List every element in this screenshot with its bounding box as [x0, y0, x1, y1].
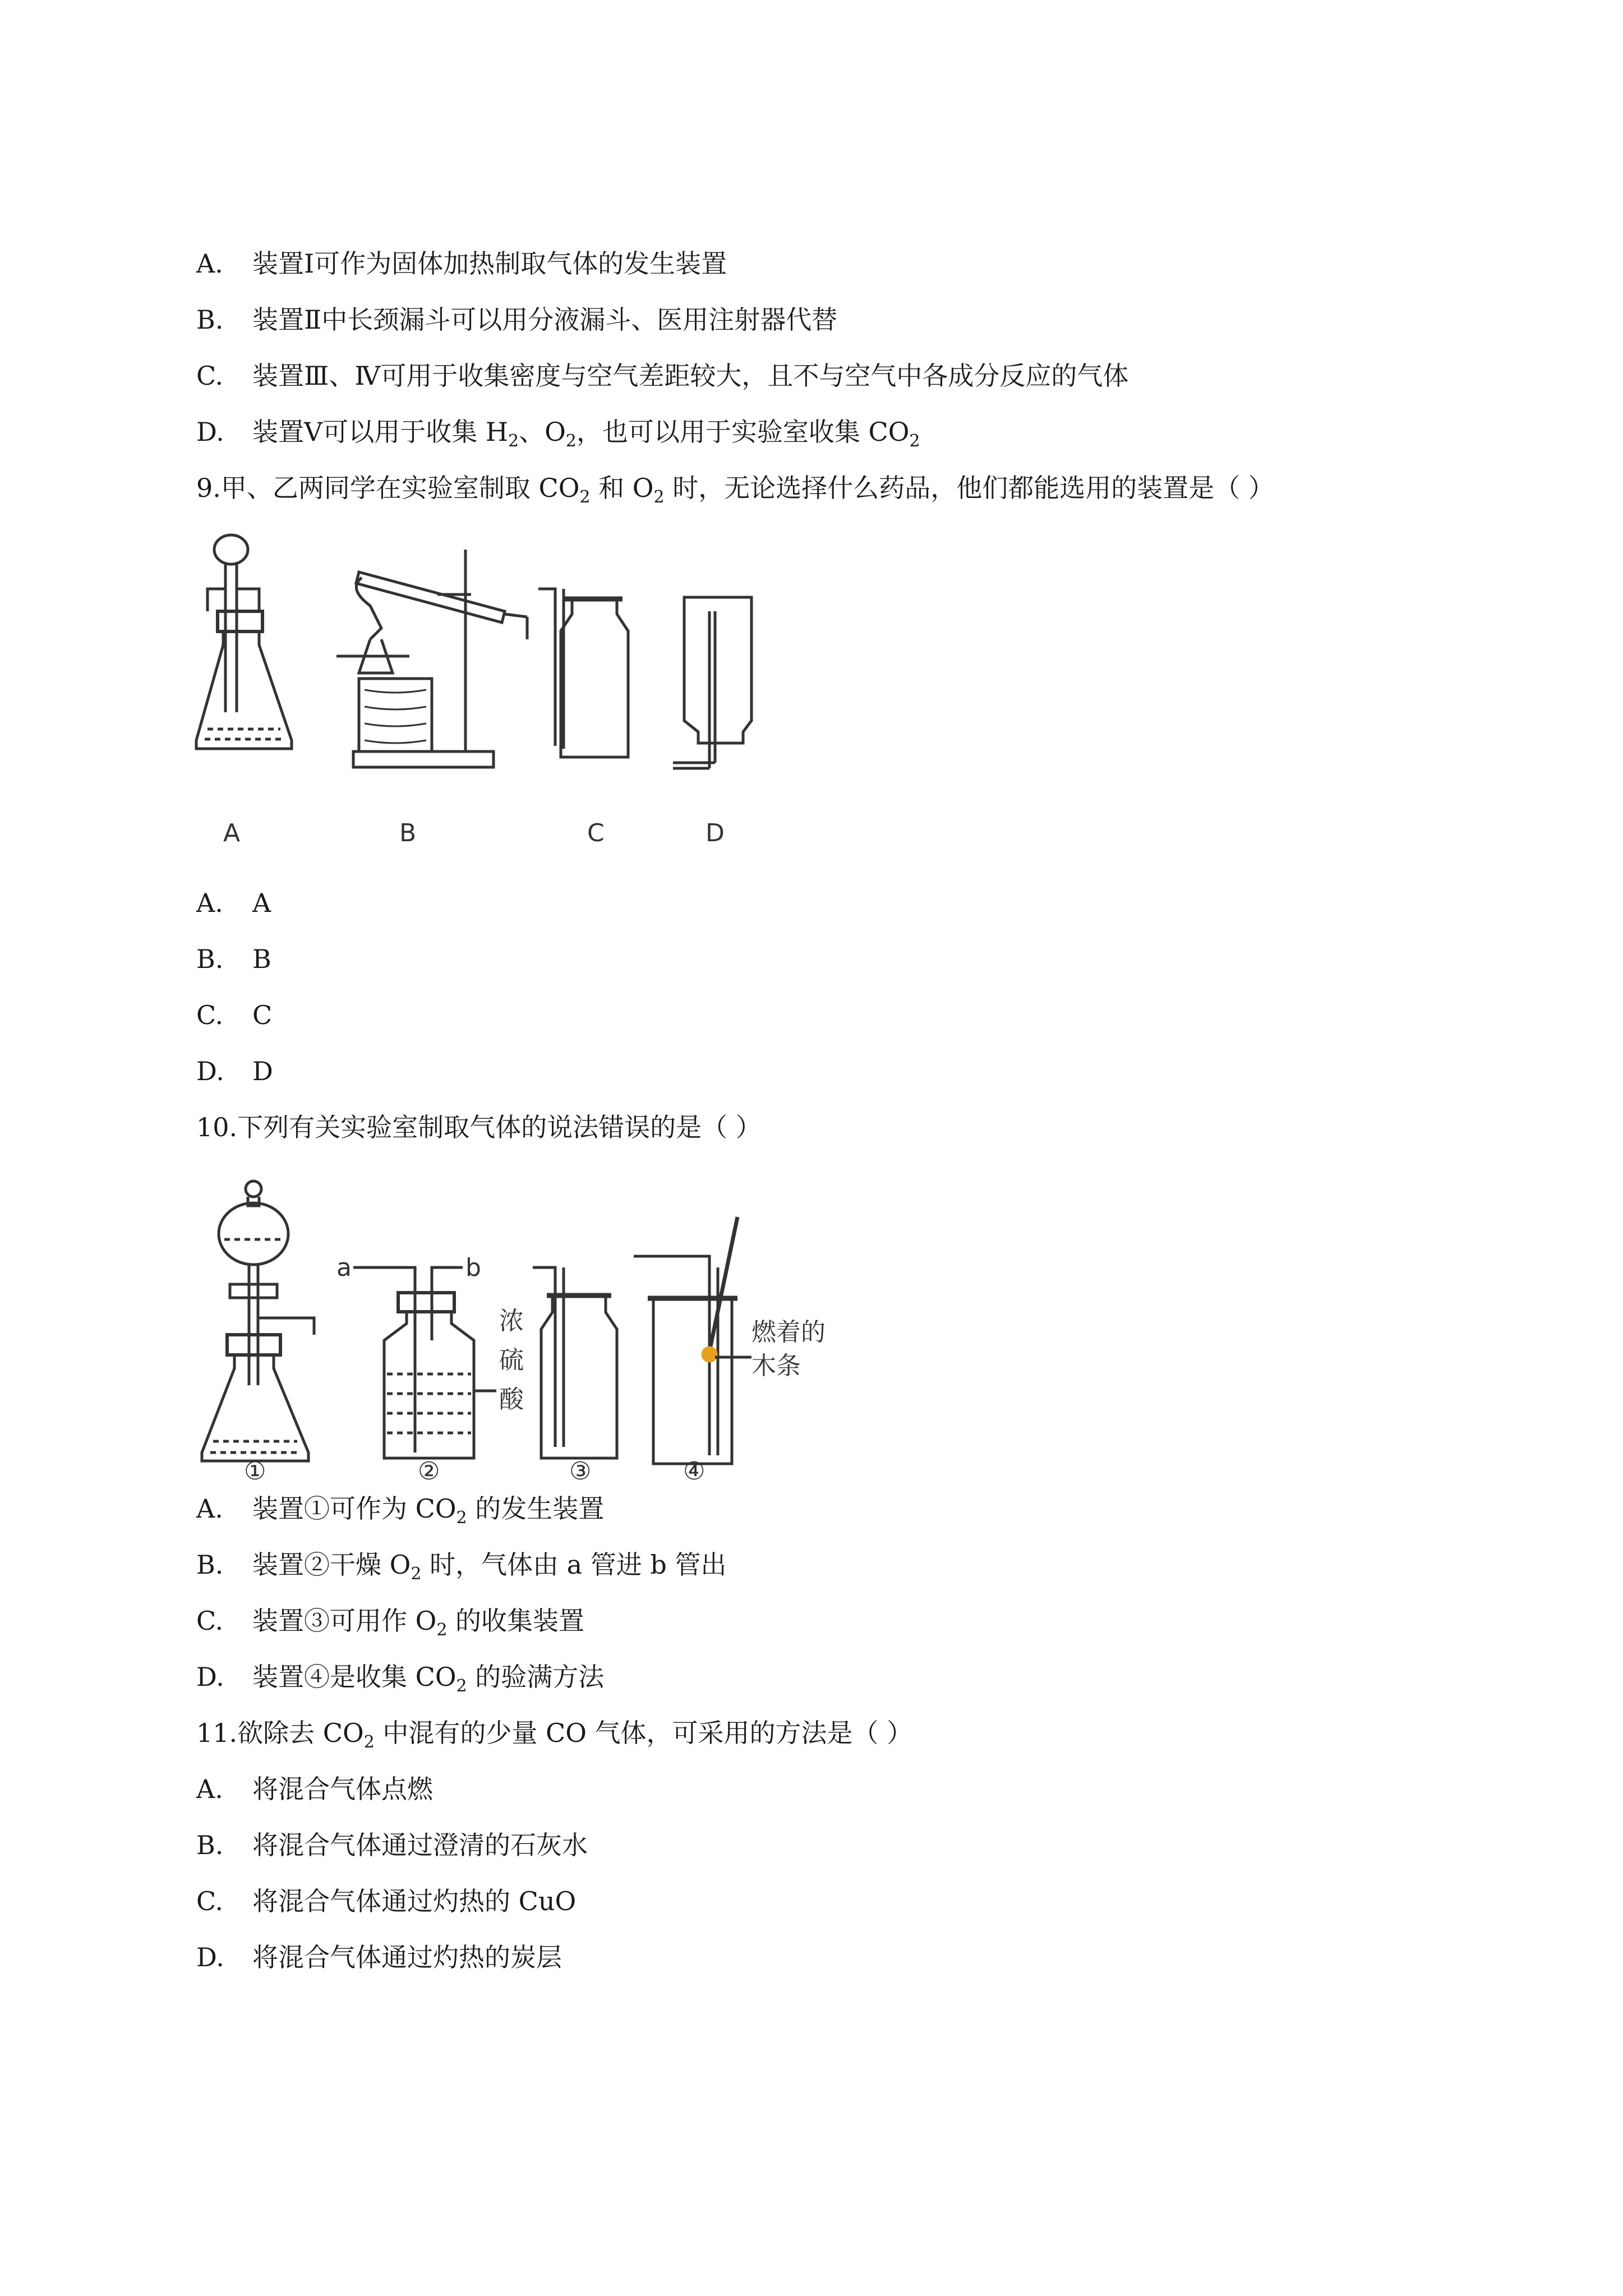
- q10-stem: 10.下列有关实验室制取气体的说法错误的是（ ）: [196, 1112, 762, 1142]
- subscript: 2: [579, 487, 591, 507]
- q9-option-d: [196, 1054, 273, 1088]
- option-text: 将混合气体通过澄清的石灰水: [252, 1830, 588, 1860]
- text-part: 中混有的少量 CO 气体，可采用的方法是（ ）: [374, 1718, 913, 1748]
- option-letter: D.: [196, 1942, 224, 1972]
- stick-label-1: 燃着的: [751, 1318, 826, 1347]
- figure-label-2: ②: [418, 1457, 440, 1486]
- option-text: 将混合气体通过灼热的炭层: [252, 1942, 562, 1972]
- text-part: 装置④是收集 CO: [252, 1662, 457, 1692]
- option-letter: D.: [196, 417, 224, 447]
- option-letter: C.: [196, 1606, 224, 1636]
- apparatus-2-wash-bottle: [336, 1253, 524, 1458]
- apparatus-a-flask-funnel: [196, 535, 292, 749]
- stick-label-2: 木条: [751, 1352, 801, 1380]
- text-part: 的收集装置: [447, 1606, 585, 1636]
- q9-option-b: [196, 942, 271, 976]
- apparatus-3-bottle: [533, 1267, 617, 1458]
- q9-figure: [191, 527, 819, 864]
- text-part: 装置Ⅴ可以用于收集 H: [252, 417, 508, 447]
- apparatus-b-heating: [336, 550, 527, 767]
- subscript: 2: [456, 1676, 467, 1696]
- apparatus-d-inverted-bottle: [673, 597, 751, 768]
- text-part: 装置②干燥 O: [252, 1550, 411, 1580]
- text-part: 和 O: [590, 473, 654, 503]
- q9-option-a: [196, 886, 271, 920]
- tube-label-b: b: [465, 1253, 481, 1282]
- option-letter: C.: [196, 361, 224, 391]
- q11-stem: [196, 1716, 912, 1750]
- option-letter: D.: [196, 1662, 224, 1692]
- tube-label-a: a: [336, 1253, 352, 1282]
- subscript: 2: [565, 431, 577, 451]
- option-text: 将混合气体点燃: [252, 1774, 433, 1804]
- q8-option-a: [196, 247, 727, 280]
- q8-option-d: [196, 415, 920, 449]
- apparatus-1-flask-sep-funnel: [202, 1181, 314, 1461]
- flame-icon: [703, 1348, 716, 1361]
- option-letter: A.: [196, 248, 223, 279]
- option-text: 装置Ⅱ中长颈漏斗可以用分液漏斗、医用注射器代替: [252, 305, 838, 335]
- option-text: A: [252, 888, 271, 918]
- option-letter: C.: [196, 1886, 224, 1916]
- q11-option-d: [196, 1940, 562, 1974]
- option-text: B: [252, 944, 271, 974]
- option-letter: D.: [196, 1056, 224, 1086]
- option-letter: B.: [196, 305, 224, 335]
- text-part: 的验满方法: [467, 1662, 605, 1692]
- option-text: 将混合气体通过灼热的 CuO: [252, 1886, 577, 1916]
- subscript: 2: [508, 431, 519, 451]
- text-part: 11.欲除去 CO: [196, 1718, 364, 1748]
- acid-label-3: 酸: [499, 1385, 524, 1414]
- q10-option-c: [196, 1604, 584, 1638]
- q10-figure: [191, 1172, 864, 1486]
- q10-option-a: [196, 1492, 605, 1528]
- subscript: 2: [411, 1564, 422, 1584]
- option-letter: A.: [196, 888, 223, 918]
- option-text: C: [252, 1000, 273, 1030]
- subscript: 2: [909, 431, 920, 451]
- figure-label-b: B: [399, 819, 417, 847]
- figure-label-3: ③: [569, 1457, 592, 1486]
- option-text: [252, 417, 920, 451]
- figure-label-4: ④: [683, 1457, 706, 1486]
- q11-option-b: [196, 1828, 588, 1862]
- subscript: 2: [456, 1508, 467, 1528]
- text-part: 、O: [519, 417, 566, 447]
- apparatus-c-bottle: [538, 589, 628, 757]
- subscript: 2: [363, 1732, 375, 1752]
- text-part: 的发生装置: [467, 1493, 605, 1524]
- option-text: D: [252, 1056, 273, 1086]
- acid-label-1: 浓: [499, 1307, 524, 1335]
- subscript: 2: [653, 487, 665, 507]
- q10-option-d: [196, 1660, 604, 1694]
- text-part: 装置③可用作 O: [252, 1606, 437, 1636]
- acid-label-2: 硫: [499, 1346, 524, 1375]
- text-part: 时，气体由 a 管进 b 管出: [421, 1550, 727, 1580]
- option-letter: B.: [196, 1830, 224, 1860]
- option-text: 装置Ⅰ可作为固体加热制取气体的发生装置: [252, 248, 727, 279]
- figure-label-c: C: [587, 819, 605, 847]
- text-part: ，也可以用于实验室收集 CO: [576, 417, 910, 447]
- q11-option-a: [196, 1772, 433, 1806]
- text-part: 时，无论选择什么药品，他们都能选用的装置是（ ）: [664, 473, 1274, 503]
- figure-label-d: D: [706, 819, 725, 847]
- option-text: 装置Ⅲ、Ⅳ可用于收集密度与空气差距较大，且不与空气中各成分反应的气体: [252, 361, 1129, 391]
- figure-label-1: ①: [244, 1457, 266, 1486]
- text-part: 9.甲、乙两同学在实验室制取 CO: [196, 473, 580, 503]
- text-part: 装置①可作为 CO: [252, 1493, 457, 1524]
- option-letter: A.: [196, 1493, 223, 1524]
- apparatus-4-bottle-burning-stick: [634, 1217, 826, 1464]
- q11-option-c: [196, 1884, 576, 1918]
- q9-stem: [196, 471, 1274, 505]
- subscript: 2: [436, 1620, 448, 1640]
- q8-option-c: [196, 359, 1128, 393]
- figure-label-a: A: [223, 819, 241, 847]
- option-letter: B.: [196, 944, 224, 974]
- q8-option-b: [196, 303, 837, 336]
- option-letter: C.: [196, 1000, 224, 1030]
- option-letter: B.: [196, 1550, 224, 1580]
- q10-option-b: [196, 1548, 726, 1582]
- q9-option-c: [196, 998, 272, 1032]
- option-letter: A.: [196, 1774, 223, 1804]
